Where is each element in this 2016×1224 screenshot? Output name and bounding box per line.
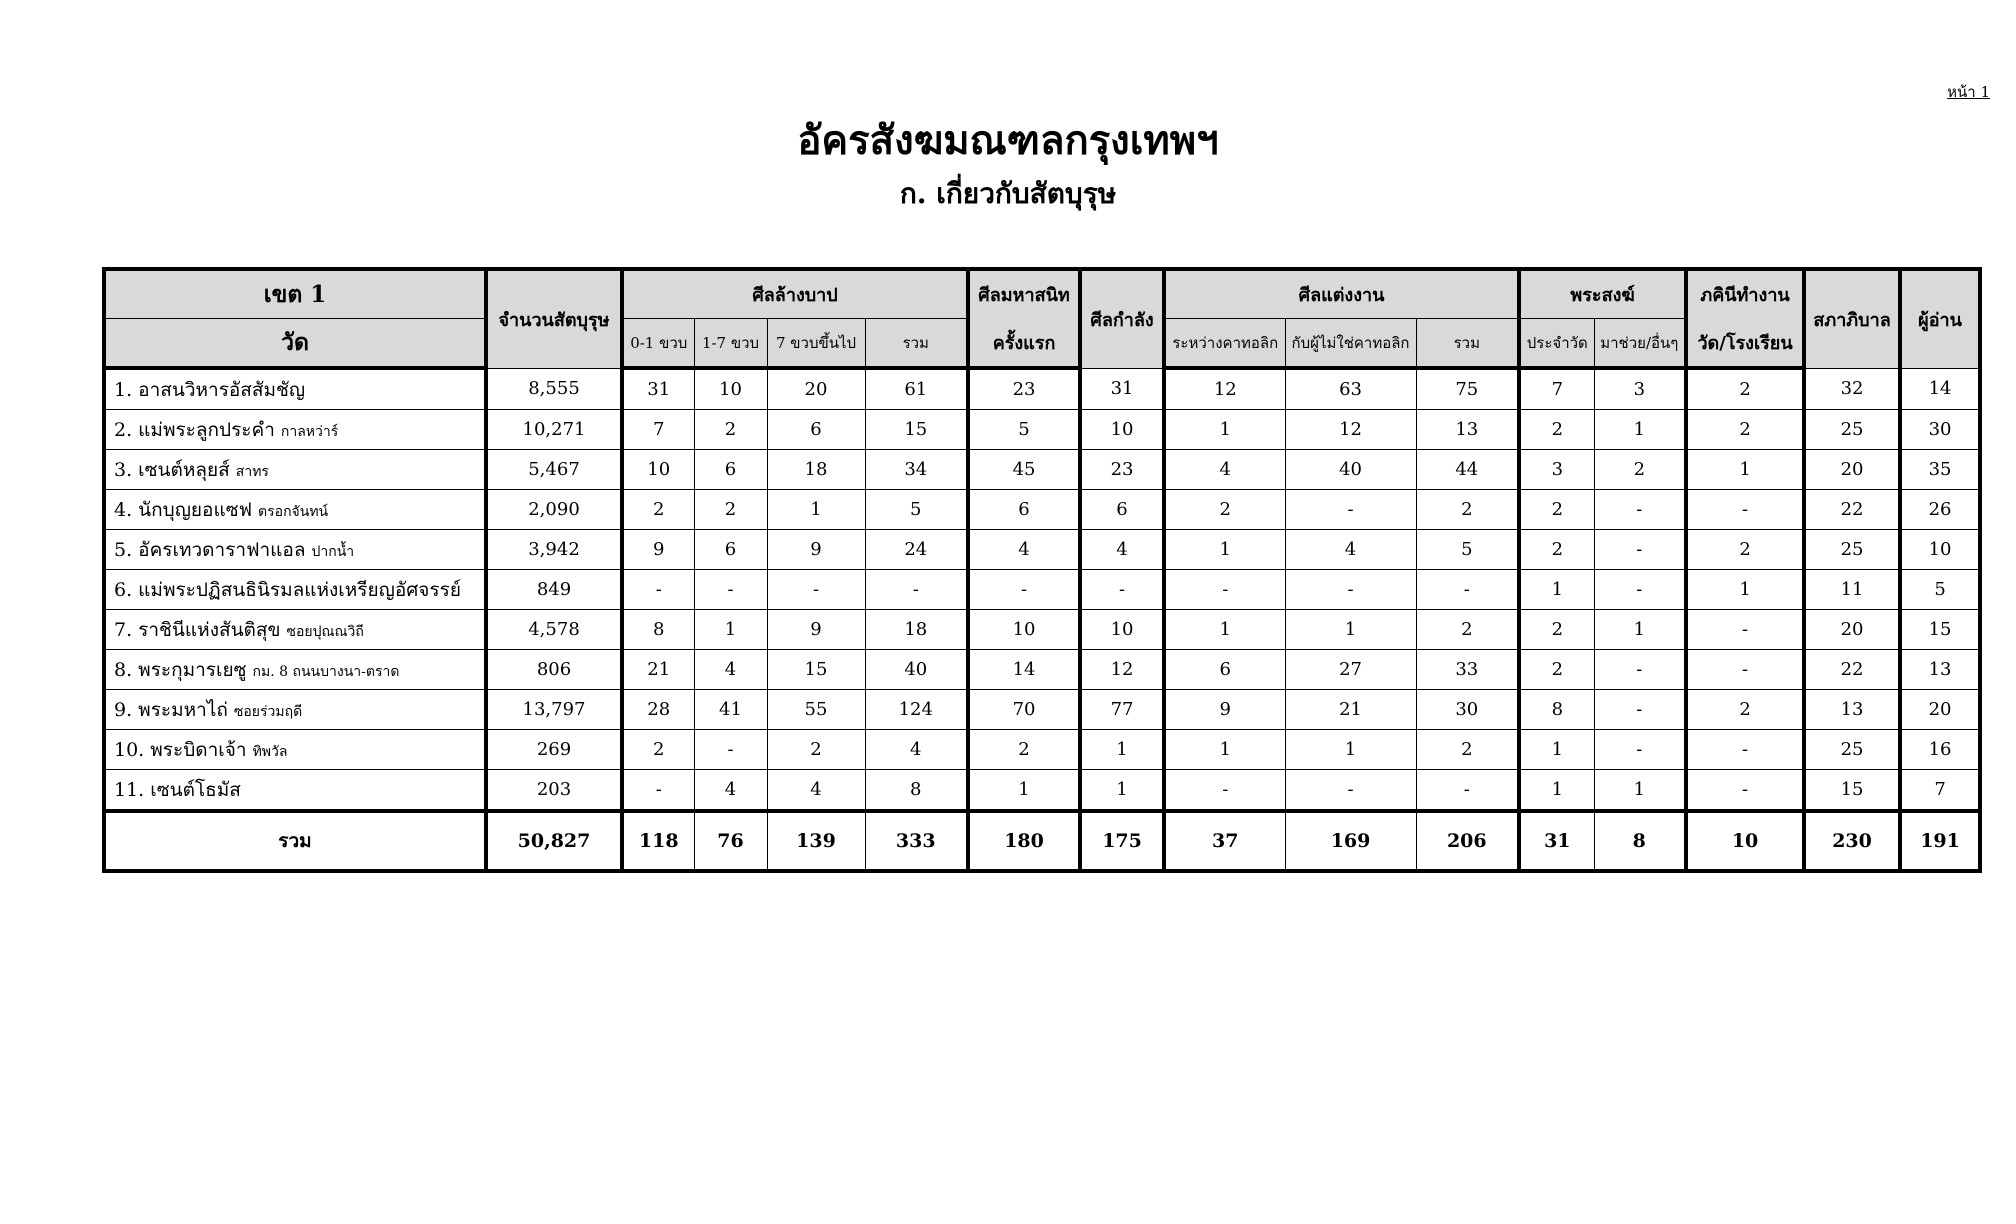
value-cell: 12 [1285,410,1416,450]
value-cell: 9 [767,530,865,570]
value-cell: 1 [1164,730,1285,770]
value-cell: 2 [622,730,694,770]
value-cell: 2 [1686,530,1804,570]
value-cell: 10,271 [486,410,622,450]
value-cell: 32 [1804,368,1900,410]
church-name: 8. พระกุมารเยซู [114,658,247,681]
church-name-cell [104,410,486,450]
value-cell: - [694,730,767,770]
value-cell: 28 [622,690,694,730]
value-cell: 4 [694,650,767,690]
value-cell: 45 [968,450,1080,490]
total-label [104,811,486,871]
church-name: 5. อัครเทวดาราฟาแอล [114,538,306,561]
church-name-cell [104,450,486,490]
value-cell: 31 [1080,368,1164,410]
value-cell: 31 [622,368,694,410]
value-cell: 22 [1804,490,1900,530]
church-name: 10. พระบิดาเจ้า [114,738,247,761]
value-cell: 206 [1416,811,1519,871]
table-row [104,730,1980,770]
communion-sub: ครั้งแรก [968,319,1080,369]
church-name-cell [104,610,486,650]
value-cell: 21 [1285,690,1416,730]
value-cell: 6 [694,530,767,570]
value-cell: - [694,570,767,610]
member-statistics-table [102,267,1982,873]
value-cell: 1 [1164,610,1285,650]
value-cell: 20 [1804,610,1900,650]
value-cell: 23 [1080,450,1164,490]
table-row [104,650,1980,690]
value-cell: 6 [968,490,1080,530]
value-cell: - [865,570,968,610]
church-name: 9. พระมหาไถ่ [114,698,228,721]
church-name-cell [104,530,486,570]
value-cell: 40 [1285,450,1416,490]
value-cell: 61 [865,368,968,410]
value-cell: 2 [968,730,1080,770]
marriage-sub-2: รวม [1416,319,1519,369]
church-name-cell [104,770,486,812]
value-cell: 30 [1900,410,1980,450]
value-cell: 4 [1164,450,1285,490]
value-cell: - [1686,650,1804,690]
church-header: วัด [104,319,486,369]
value-cell: 1 [1164,410,1285,450]
value-cell: 203 [486,770,622,812]
value-cell: 63 [1285,368,1416,410]
church-name: 2. แม่พระลูกประคำ [114,418,275,441]
value-cell: - [1594,730,1686,770]
value-cell: 2 [767,730,865,770]
value-cell: 1 [1285,610,1416,650]
marriage-sub-1: กับผู้ไม่ใช่คาทอลิก [1285,319,1416,369]
table-row [104,530,1980,570]
value-cell: 13 [1416,410,1519,450]
value-cell: 21 [622,650,694,690]
table-row [104,410,1980,450]
page-subtitle: ก. เกี่ยวกับสัตบุรุษ [899,177,1117,210]
value-cell: 1 [694,610,767,650]
value-cell: 6 [767,410,865,450]
value-cell: 30 [1416,690,1519,730]
church-location: กาลหว่าร์ [280,423,339,440]
value-cell: 6 [1080,490,1164,530]
value-cell: 25 [1804,410,1900,450]
value-cell: 4 [1080,530,1164,570]
value-cell: 333 [865,811,968,871]
value-cell: 4 [1285,530,1416,570]
value-cell: 8 [622,610,694,650]
value-cell: 2 [1164,490,1285,530]
value-cell: 1 [1080,770,1164,812]
value-cell: 180 [968,811,1080,871]
table-body [104,368,1980,871]
marriage-sub-0: ระหว่างคาทอลิก [1164,319,1285,369]
baptism-sub-2: 7 ขวบขึ้นไป [767,319,865,369]
value-cell: - [767,570,865,610]
value-cell: 230 [1804,811,1900,871]
value-cell: 2 [1519,650,1594,690]
value-cell: 76 [694,811,767,871]
value-cell: 2 [1519,610,1594,650]
table-row [104,610,1980,650]
value-cell: 20 [767,368,865,410]
value-cell: 2 [1686,368,1804,410]
value-cell: 77 [1080,690,1164,730]
value-cell: 2 [1686,410,1804,450]
value-cell: - [1686,610,1804,650]
value-cell: 10 [1080,410,1164,450]
value-cell: - [1594,690,1686,730]
page-number: หน้า 1 [1947,83,1990,101]
value-cell: 7 [622,410,694,450]
church-name-cell [104,490,486,530]
value-cell: 50,827 [486,811,622,871]
value-cell: 5 [968,410,1080,450]
value-cell: - [622,770,694,812]
value-cell: 7 [1519,368,1594,410]
value-cell: 4 [767,770,865,812]
church-name: 4. นักบุญยอแซฟ [114,498,253,521]
value-cell: 269 [486,730,622,770]
value-cell: 1 [1285,730,1416,770]
value-cell: 12 [1164,368,1285,410]
value-cell: - [1285,490,1416,530]
value-cell: 849 [486,570,622,610]
value-cell: 191 [1900,811,1980,871]
value-cell: 8,555 [486,368,622,410]
value-cell: 2 [1594,450,1686,490]
value-cell: 1 [1594,770,1686,812]
value-cell: 2 [694,490,767,530]
value-cell: 13 [1900,650,1980,690]
value-cell: 4 [865,730,968,770]
total-row [104,811,1980,871]
value-cell: 9 [767,610,865,650]
value-cell: 18 [767,450,865,490]
value-cell: 13,797 [486,690,622,730]
value-cell: 25 [1804,730,1900,770]
value-cell: 23 [968,368,1080,410]
value-cell: - [1416,570,1519,610]
value-cell: 11 [1804,570,1900,610]
value-cell: 10 [1080,610,1164,650]
value-cell: 4 [694,770,767,812]
value-cell: 124 [865,690,968,730]
value-cell: 1 [1686,570,1804,610]
value-cell: 14 [1900,368,1980,410]
value-cell: - [1594,650,1686,690]
value-cell: - [968,570,1080,610]
value-cell: 1 [1686,450,1804,490]
value-cell: - [1594,530,1686,570]
value-cell: 44 [1416,450,1519,490]
communion-header: ศีลมหาสนิท [968,269,1080,319]
value-cell: 25 [1804,530,1900,570]
value-cell: 169 [1285,811,1416,871]
value-cell: 1 [1519,570,1594,610]
baptism-sub-3: รวม [865,319,968,369]
value-cell: - [1686,490,1804,530]
church-location: ทิพวัล [252,743,288,760]
value-cell: 1 [1519,730,1594,770]
church-location: ปากน้ำ [311,543,355,560]
value-cell: 3 [1594,368,1686,410]
value-cell: 40 [865,650,968,690]
value-cell: 20 [1804,450,1900,490]
value-cell: 24 [865,530,968,570]
value-cell: 1 [1594,610,1686,650]
church-name-cell [104,730,486,770]
value-cell: 15 [767,650,865,690]
value-cell: 26 [1900,490,1980,530]
baptism-sub-0: 0-1 ขวบ [622,319,694,369]
value-cell: 3,942 [486,530,622,570]
table-row [104,690,1980,730]
marriage-header: ศีลแต่งงาน [1164,269,1519,319]
value-cell: 70 [968,690,1080,730]
value-cell: 75 [1416,368,1519,410]
value-cell: - [1285,770,1416,812]
value-cell: 5,467 [486,450,622,490]
value-cell: 1 [1519,770,1594,812]
value-cell: - [1285,570,1416,610]
value-cell: 31 [1519,811,1594,871]
church-name: 6. แม่พระปฏิสนธินิรมลแห่งเหรียญอัศจรรย์ [114,578,461,601]
value-cell: 14 [968,650,1080,690]
value-cell: - [1686,770,1804,812]
value-cell: 2 [1519,410,1594,450]
value-cell: 2,090 [486,490,622,530]
value-cell: 3 [1519,450,1594,490]
value-cell: 10 [1686,811,1804,871]
value-cell: 1 [1164,530,1285,570]
value-cell: 15 [1804,770,1900,812]
value-cell: 5 [1900,570,1980,610]
church-name-cell [104,650,486,690]
table-row [104,450,1980,490]
value-cell: 16 [1900,730,1980,770]
value-cell: 2 [694,410,767,450]
church-name: 1. อาสนวิหารอัสสัมชัญ [114,378,306,401]
value-cell: 4 [968,530,1080,570]
church-location: ซอยร่วมฤดี [233,703,303,720]
priests-header: พระสงฆ์ [1519,269,1686,319]
sisters-sub: วัด/โรงเรียน [1686,319,1804,369]
value-cell: 18 [865,610,968,650]
value-cell: 22 [1804,650,1900,690]
value-cell: 2 [1519,530,1594,570]
value-cell: 1 [1594,410,1686,450]
value-cell: 15 [1900,610,1980,650]
value-cell: - [1164,770,1285,812]
baptism-sub-1: 1-7 ขวบ [694,319,767,369]
church-name-cell [104,570,486,610]
table-row [104,570,1980,610]
value-cell: 118 [622,811,694,871]
value-cell: 6 [1164,650,1285,690]
value-cell: 1 [767,490,865,530]
value-cell: 13 [1804,690,1900,730]
church-name: 11. เซนต์โธมัส [114,778,241,801]
value-cell: 1 [968,770,1080,812]
value-cell: 1 [1080,730,1164,770]
value-cell: 10 [694,368,767,410]
value-cell: 2 [622,490,694,530]
value-cell: 8 [865,770,968,812]
value-cell: - [1416,770,1519,812]
value-cell: 5 [1416,530,1519,570]
value-cell: 34 [865,450,968,490]
value-cell: 33 [1416,650,1519,690]
value-cell: 175 [1080,811,1164,871]
value-cell: 7 [1900,770,1980,812]
value-cell: 12 [1080,650,1164,690]
readers-header: ผู้อ่าน [1900,269,1980,368]
council-header: สภาภิบาล [1804,269,1900,368]
value-cell: 9 [622,530,694,570]
value-cell: 2 [1416,730,1519,770]
value-cell: 20 [1900,690,1980,730]
value-cell: - [1080,570,1164,610]
value-cell: 6 [694,450,767,490]
value-cell: 4,578 [486,610,622,650]
church-name-cell [104,368,486,410]
priests-sub-0: ประจำวัด [1519,319,1594,369]
confirmation-header: ศีลกำลัง [1080,269,1164,368]
sisters-header: ภคินีทำงาน [1686,269,1804,319]
value-cell: 41 [694,690,767,730]
value-cell: - [1686,730,1804,770]
church-location: กม. 8 ถนนบางนา-ตราด [252,663,400,680]
table-row [104,368,1980,410]
value-cell: 37 [1164,811,1285,871]
value-cell: 8 [1519,690,1594,730]
church-name: 7. ราชินีแห่งสันติสุข [114,618,281,641]
value-cell: - [1594,570,1686,610]
church-name: 3. เซนต์หลุยส์ [114,458,230,481]
value-cell: 2 [1519,490,1594,530]
value-cell: 5 [865,490,968,530]
priests-sub-1: มาช่วย/อื่นๆ [1594,319,1686,369]
church-location: สาทร [235,463,269,480]
page-title: อัครสังฆมณฑลกรุงเทพฯ [797,117,1219,164]
value-cell: 10 [622,450,694,490]
baptism-header: ศีลล้างบาป [622,269,968,319]
value-cell: - [622,570,694,610]
value-cell: 27 [1285,650,1416,690]
value-cell: 2 [1416,610,1519,650]
value-cell: 806 [486,650,622,690]
church-name-cell [104,690,486,730]
value-cell: 55 [767,690,865,730]
value-cell: 2 [1686,690,1804,730]
church-location: ซอยปุณณวิถี [286,623,364,640]
value-cell: 10 [1900,530,1980,570]
table-row [104,490,1980,530]
total-label-text: รวม [278,830,312,852]
church-location: ตรอกจันทน์ [258,503,329,520]
value-cell: 9 [1164,690,1285,730]
value-cell: 2 [1416,490,1519,530]
zone-header: เขต 1 [104,269,486,319]
value-cell: 139 [767,811,865,871]
value-cell: - [1594,490,1686,530]
value-cell: 10 [968,610,1080,650]
value-cell: 15 [865,410,968,450]
value-cell: - [1164,570,1285,610]
table-row [104,770,1980,812]
members-header: จำนวนสัตบุรุษ [486,269,622,368]
value-cell: 8 [1594,811,1686,871]
value-cell: 35 [1900,450,1980,490]
